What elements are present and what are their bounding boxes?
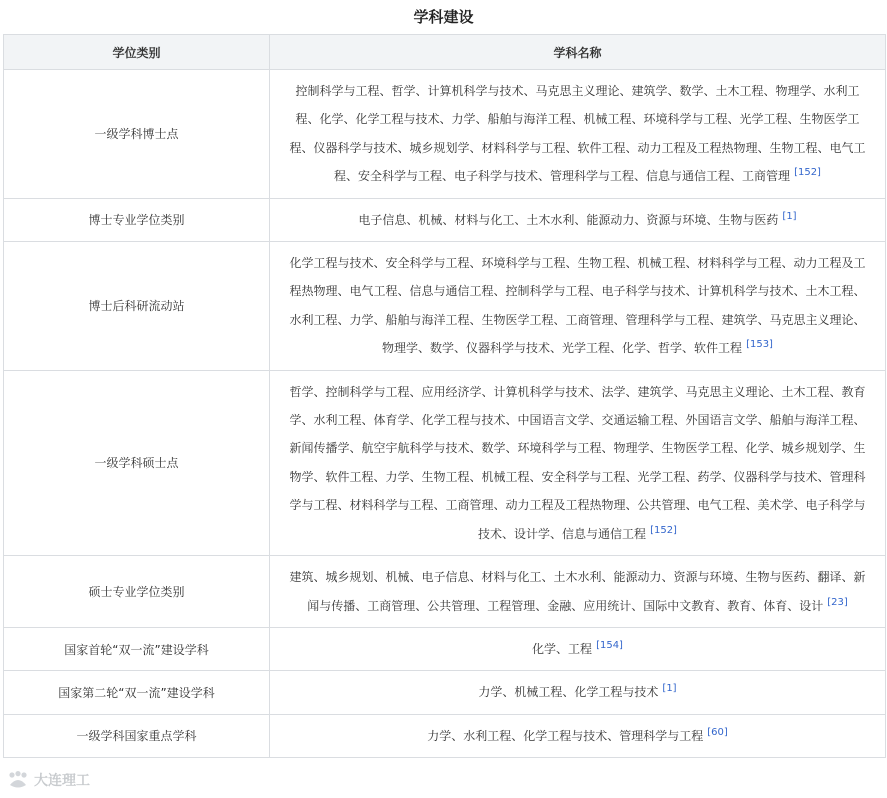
reference-link[interactable]: [153] [746, 339, 773, 351]
row-names-cell [270, 556, 886, 628]
row-names: 化学工程与技术、安全科学与工程、环境科学与工程、生物工程、机械工程、材料科学与工程、动力工程及工程热物理、电气工程、信息与通信工程、控制科学与工程、电子科学与技术、计算机科学与技术、土木工程、水利工程、力学、船舶与海洋工程、生物医学工程、工商管理、管理科学与工程、建筑学、马克思主义理论、物理学、数学、仪器科学与技术、光学工程、化学、哲学、软件工程 [289, 256, 866, 356]
table-row [4, 627, 886, 670]
row-category: 一级学科博士点 [4, 70, 270, 199]
row-names-cell [270, 627, 886, 670]
row-category: 一级学科硕士点 [4, 370, 270, 555]
table-row [4, 671, 886, 714]
row-names-cell [270, 714, 886, 757]
row-names: 力学、水利工程、化学工程与技术、管理科学与工程 [427, 728, 704, 743]
row-names-cell [270, 198, 886, 241]
table-row [4, 556, 886, 628]
row-names-cell [270, 242, 886, 371]
reference-link[interactable]: [60] [707, 726, 728, 738]
table-header-row [4, 35, 886, 70]
baidu-baike-logo-icon [6, 771, 30, 789]
row-names: 建筑、城乡规划、机械、电子信息、材料与化工、土木水利、能源动力、资源与环境、生物与医药、翻译、新闻与传播、工商管理、公共管理、工程管理、金融、应用统计、国际中文教育、教育、体育、设计 [289, 570, 866, 613]
reference-link[interactable]: [1] [662, 683, 677, 695]
row-names: 电子信息、机械、材料与化工、土木水利、能源动力、资源与环境、生物与医药 [358, 212, 779, 227]
table-row [4, 370, 886, 555]
row-category: 国家第二轮“双一流”建设学科 [4, 671, 270, 714]
table-row [4, 242, 886, 371]
watermark [6, 766, 90, 794]
row-names-cell [270, 370, 886, 555]
row-names: 力学、机械工程、化学工程与技术 [478, 685, 659, 700]
row-names: 化学、工程 [532, 641, 593, 656]
reference-link[interactable]: [1] [782, 210, 797, 222]
row-names: 控制科学与工程、哲学、计算机科学与技术、马克思主义理论、建筑学、数学、土木工程、物理学、水利工程、化学、化学工程与技术、力学、船舶与海洋工程、机械工程、环境科学与工程、光学工程、生物医学工程、仪器科学与技术、城乡规划学、材料科学与工程、软件工程、动力工程及工程热物理、生物工程、电气工程、安全科学与工程、电子科学与技术、管理科学与工程、信息与通信工程、工商管理 [289, 84, 866, 184]
table-row [4, 198, 886, 241]
row-category: 一级学科国家重点学科 [4, 714, 270, 757]
header-degree-category: 学位类别 [4, 35, 270, 70]
row-category: 博士专业学位类别 [4, 198, 270, 241]
row-category: 博士后科研流动站 [4, 242, 270, 371]
watermark-text: 大连理工 [34, 773, 90, 789]
table-caption: 学科建设 [413, 8, 474, 26]
row-names: 哲学、控制科学与工程、应用经济学、计算机科学与技术、法学、建筑学、马克思主义理论、土木工程、教育学、水利工程、体育学、化学工程与技术、中国语言文学、交通运输工程、外国语言文学、船舶与海洋工程、新闻传播学、航空宇航科学与技术、数学、环境科学与工程、物理学、生物医学工程、化学、城乡规划学、生物学、软件工程、力学、生物工程、机械工程、安全科学与工程、光学工程、药学、仪器科学与技术、管理科学与工程、材料科学与工程、工商管理、动力工程及工程热物理、公共管理、电气工程、美术学、电子科学与技术、设计学、信息与通信工程 [289, 384, 866, 541]
row-category: 硕士专业学位类别 [4, 556, 270, 628]
row-category: 国家首轮“双一流”建设学科 [4, 627, 270, 670]
row-names-cell [270, 70, 886, 199]
reference-link[interactable]: [152] [794, 167, 821, 179]
reference-link[interactable]: [23] [827, 596, 848, 608]
row-names-cell [270, 671, 886, 714]
table-row [4, 714, 886, 757]
table-row [4, 70, 886, 199]
discipline-table [3, 34, 886, 758]
header-discipline-names: 学科名称 [270, 35, 886, 70]
reference-link[interactable]: [152] [650, 524, 677, 536]
reference-link[interactable]: [154] [596, 639, 623, 651]
